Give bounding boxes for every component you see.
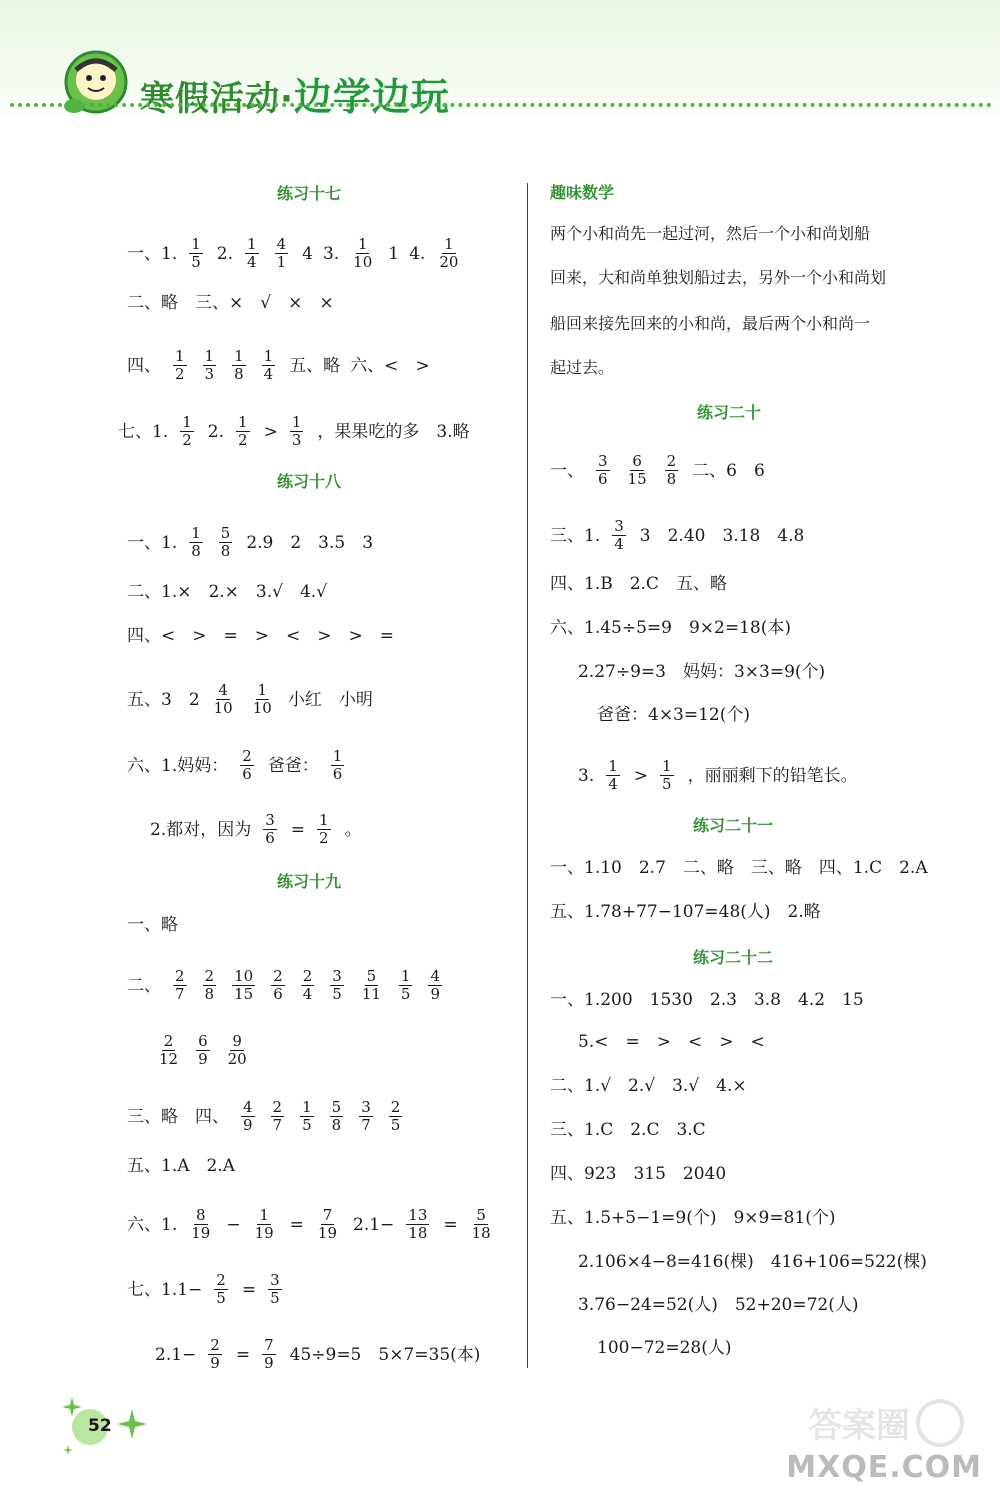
fraction-denominator: 8 bbox=[220, 542, 231, 560]
answer-text: 2.9 2 3.5 3 bbox=[246, 532, 374, 553]
answer-text: = bbox=[241, 1279, 257, 1300]
fraction-numerator: 4 bbox=[430, 967, 441, 985]
answer-text: 七、1.1− bbox=[127, 1279, 203, 1300]
fraction-denominator: 10 bbox=[252, 699, 272, 717]
fraction-numerator: 4 bbox=[218, 681, 228, 699]
answer-line: 六、1.45÷5=9 9×2=18(本) bbox=[550, 618, 791, 638]
answer-line bbox=[127, 236, 474, 271]
fraction-numerator: 1 bbox=[400, 967, 411, 985]
fraction bbox=[317, 812, 331, 847]
answer-line bbox=[127, 525, 383, 560]
fraction-numerator: 3 bbox=[598, 452, 608, 470]
answer-text: 1 bbox=[388, 243, 400, 264]
fraction-numerator: 3 bbox=[332, 967, 342, 985]
answer-text: > bbox=[263, 421, 278, 442]
fraction bbox=[212, 682, 235, 717]
fraction-denominator: 2 bbox=[182, 431, 192, 449]
answer-line: 四、1.B 2.C 五、略 bbox=[550, 574, 727, 594]
answer-line: 一、1.200 1530 2.3 3.8 4.2 15 bbox=[550, 990, 864, 1010]
fraction-numerator: 2 bbox=[216, 1271, 226, 1289]
fraction-denominator: 6 bbox=[273, 985, 283, 1003]
fraction-denominator: 9 bbox=[243, 1116, 253, 1134]
fraction bbox=[173, 968, 187, 1003]
fraction-numerator: 5 bbox=[220, 524, 231, 542]
fraction-denominator: 5 bbox=[270, 1289, 280, 1307]
brand-title bbox=[140, 66, 450, 121]
answer-text: 3. bbox=[322, 243, 340, 264]
fraction-denominator: 20 bbox=[439, 253, 459, 271]
fraction bbox=[240, 748, 254, 783]
answer-line: 回来，大和尚单独划船过去，另外一个小和尚划 bbox=[550, 268, 887, 287]
fraction-numerator: 1 bbox=[444, 235, 454, 253]
fraction-denominator: 6 bbox=[332, 765, 343, 783]
answer-text: − bbox=[226, 1214, 241, 1235]
fraction-numerator: 8 bbox=[196, 1206, 206, 1224]
fraction bbox=[232, 348, 246, 383]
fraction-denominator: 7 bbox=[361, 1116, 371, 1134]
fraction-denominator: 9 bbox=[210, 1354, 220, 1372]
fraction-denominator: 3 bbox=[291, 431, 302, 449]
fraction-denominator: 2 bbox=[319, 829, 329, 847]
fraction-numerator: 3 bbox=[270, 1271, 280, 1289]
answer-text: 4 bbox=[302, 243, 313, 264]
fraction bbox=[596, 453, 610, 488]
fraction bbox=[241, 1099, 255, 1134]
header-dotted-line bbox=[10, 103, 992, 107]
answer-line: 100−72=28(人) bbox=[597, 1338, 732, 1358]
answer-line: 2.27÷9=3 妈妈：3×3=9(个) bbox=[578, 662, 826, 682]
answer-line: 起过去。 bbox=[550, 358, 615, 377]
answer-text: 二、 bbox=[127, 975, 161, 996]
fraction-denominator: 4 bbox=[614, 535, 624, 553]
answer-text: 五、3 2 bbox=[127, 689, 200, 710]
answer-line: 爸爸：4×3=12(个) bbox=[597, 705, 751, 725]
fraction bbox=[330, 1099, 344, 1134]
fraction-denominator: 20 bbox=[227, 1050, 247, 1068]
fraction-denominator: 12 bbox=[159, 1050, 179, 1068]
fraction bbox=[226, 1033, 249, 1068]
answer-text: 一、 bbox=[550, 460, 584, 481]
fraction-numerator: 1 bbox=[191, 524, 201, 542]
fraction bbox=[251, 682, 274, 717]
answer-line: 五、1.A 2.A bbox=[127, 1156, 235, 1176]
answer-text: 七、1. bbox=[118, 421, 169, 442]
fraction-denominator: 5 bbox=[332, 985, 342, 1003]
fraction bbox=[316, 1207, 339, 1242]
fraction-denominator: 6 bbox=[265, 829, 275, 847]
answer-line: 两个小和尚先一起过河，然后一个小和尚划船 bbox=[550, 224, 871, 243]
answer-text: 。 bbox=[344, 819, 362, 840]
fraction-numerator: 1 bbox=[204, 347, 215, 365]
fraction-denominator: 5 bbox=[216, 1289, 226, 1307]
fraction-numerator: 7 bbox=[322, 1206, 333, 1224]
fraction-numerator: 2 bbox=[390, 1098, 401, 1116]
fraction bbox=[359, 1099, 373, 1134]
fraction-numerator: 1 bbox=[191, 235, 201, 253]
fraction-denominator: 6 bbox=[598, 470, 608, 488]
fraction-numerator: 9 bbox=[232, 1032, 242, 1050]
answer-line bbox=[127, 1207, 507, 1242]
fraction-numerator: 1 bbox=[332, 747, 343, 765]
answer-line: 二、1.× 2.× 3.√ 4.√ bbox=[127, 582, 328, 602]
fraction bbox=[232, 968, 255, 1003]
fraction-denominator: 5 bbox=[302, 1116, 312, 1134]
fraction bbox=[189, 1207, 212, 1242]
answer-line bbox=[127, 1099, 416, 1134]
fraction bbox=[470, 1207, 493, 1242]
fraction bbox=[196, 1033, 210, 1068]
fraction-denominator: 2 bbox=[238, 431, 248, 449]
fraction-numerator: 2 bbox=[204, 967, 215, 985]
fraction-numerator: 1 bbox=[662, 757, 672, 775]
fraction-numerator: 2 bbox=[175, 967, 185, 985]
fraction-numerator: 6 bbox=[632, 452, 642, 470]
fraction bbox=[189, 525, 203, 560]
page-header bbox=[0, 0, 1000, 120]
fraction bbox=[406, 1207, 429, 1242]
answer-line bbox=[127, 682, 383, 717]
fraction-denominator: 5 bbox=[191, 253, 201, 271]
page-number: 52 bbox=[88, 1416, 112, 1436]
fraction-denominator: 18 bbox=[471, 1224, 491, 1242]
answer-text: 2.1− bbox=[155, 1344, 197, 1365]
fraction-denominator: 8 bbox=[204, 985, 215, 1003]
fraction bbox=[626, 453, 649, 488]
section-title: 练习二十一 bbox=[693, 816, 774, 835]
answer-line: 2.106×4−8=416(棵) 416+106=522(棵) bbox=[578, 1252, 927, 1272]
answer-text: > bbox=[633, 765, 649, 786]
answer-text: 六、1.妈妈： bbox=[127, 755, 229, 776]
fraction-denominator: 8 bbox=[331, 1116, 342, 1134]
answer-line: 三、1.C 2.C 3.C bbox=[550, 1120, 706, 1140]
answer-text: 五、略 bbox=[289, 355, 341, 376]
fraction-denominator: 2 bbox=[175, 365, 185, 383]
answer-text: 一、1. bbox=[127, 243, 178, 264]
answer-line bbox=[118, 414, 480, 449]
section-title: 练习十八 bbox=[277, 472, 342, 491]
answer-line bbox=[127, 748, 358, 783]
fraction-numerator: 1 bbox=[257, 681, 268, 699]
answer-line bbox=[127, 348, 440, 383]
answer-text: 四、 bbox=[127, 355, 161, 376]
fraction bbox=[157, 1033, 180, 1068]
fraction-numerator: 2 bbox=[210, 1336, 220, 1354]
fraction bbox=[203, 348, 217, 383]
answer-text: 二、6 6 bbox=[692, 460, 765, 481]
fraction-numerator: 1 bbox=[302, 1098, 312, 1116]
fraction bbox=[245, 236, 259, 271]
fraction-denominator: 11 bbox=[361, 985, 381, 1003]
answer-line bbox=[127, 1272, 296, 1307]
answer-text: 3 2.40 3.18 4.8 bbox=[639, 525, 805, 546]
answer-line: 5.< = > < > < bbox=[578, 1032, 765, 1052]
fraction-denominator: 15 bbox=[234, 985, 254, 1003]
answer-line: 3.76−24=52(人) 52+20=72(人) bbox=[578, 1295, 859, 1315]
section-title: 练习十九 bbox=[277, 872, 342, 891]
fraction-denominator: 8 bbox=[234, 365, 244, 383]
brand-part-1: 寒假活动· bbox=[140, 79, 294, 119]
fraction-numerator: 2 bbox=[302, 967, 313, 985]
answer-text: = bbox=[235, 1344, 251, 1365]
answer-text: 一、1. bbox=[127, 532, 178, 553]
section-title: 趣味数学 bbox=[550, 183, 615, 202]
fraction bbox=[331, 748, 345, 783]
fraction-numerator: 2 bbox=[273, 967, 283, 985]
fraction bbox=[180, 414, 194, 449]
fraction-numerator: 5 bbox=[331, 1098, 342, 1116]
watermark-text: MXQE.COM bbox=[786, 1450, 982, 1485]
section-title: 练习十七 bbox=[277, 184, 342, 203]
fraction-numerator: 1 bbox=[319, 811, 329, 829]
fraction-numerator: 2 bbox=[242, 747, 252, 765]
answer-line bbox=[127, 968, 456, 1003]
fraction bbox=[263, 812, 277, 847]
fraction-denominator: 10 bbox=[353, 253, 373, 271]
answer-line: 一、1.10 2.7 二、略 三、略 四、1.C 2.A bbox=[550, 858, 928, 878]
answer-text: 2.1− bbox=[353, 1214, 395, 1235]
fraction bbox=[660, 758, 674, 793]
fraction bbox=[437, 236, 460, 271]
fraction bbox=[236, 414, 250, 449]
fraction-numerator: 1 bbox=[247, 235, 257, 253]
fraction-denominator: 19 bbox=[254, 1224, 274, 1242]
fraction-numerator: 5 bbox=[366, 967, 377, 985]
fraction-numerator: 1 bbox=[182, 413, 192, 431]
answer-line: 五、1.78+77−107=48(人) 2.略 bbox=[550, 902, 821, 922]
answer-line: 一、略 bbox=[127, 915, 178, 935]
answer-line: 五、1.5+5−1=9(个) 9×9=81(个) bbox=[550, 1208, 836, 1228]
fraction-numerator: 1 bbox=[263, 347, 274, 365]
fraction-denominator: 5 bbox=[662, 775, 672, 793]
answer-line bbox=[550, 453, 775, 488]
fraction bbox=[275, 236, 289, 271]
answer-line: 四、923 315 2040 bbox=[550, 1164, 727, 1184]
fraction-denominator: 19 bbox=[317, 1224, 338, 1242]
fraction bbox=[300, 1099, 314, 1134]
fraction-numerator: 10 bbox=[234, 967, 254, 985]
fraction bbox=[253, 1207, 276, 1242]
fraction-denominator: 4 bbox=[247, 253, 257, 271]
fraction-denominator: 6 bbox=[242, 765, 252, 783]
fraction bbox=[268, 1272, 282, 1307]
fraction-numerator: 1 bbox=[259, 1206, 269, 1224]
fraction bbox=[189, 236, 203, 271]
fraction bbox=[360, 968, 383, 1003]
answer-text: 2.都对，因为 bbox=[150, 819, 252, 840]
answer-text: 2. bbox=[216, 243, 234, 264]
fraction bbox=[262, 348, 276, 383]
fraction bbox=[208, 1337, 222, 1372]
fraction-numerator: 6 bbox=[198, 1032, 208, 1050]
fraction-numerator: 13 bbox=[408, 1206, 428, 1224]
fraction-denominator: 9 bbox=[198, 1050, 208, 1068]
fraction bbox=[262, 1337, 276, 1372]
fraction-numerator: 5 bbox=[476, 1206, 486, 1224]
fraction bbox=[203, 968, 217, 1003]
fraction bbox=[606, 758, 620, 793]
fraction-numerator: 1 bbox=[608, 757, 618, 775]
fraction-numerator: 2 bbox=[272, 1098, 283, 1116]
fraction-denominator: 18 bbox=[408, 1224, 428, 1242]
fraction bbox=[389, 1099, 403, 1134]
fraction bbox=[351, 236, 374, 271]
fraction-denominator: 9 bbox=[430, 985, 441, 1003]
fraction-numerator: 1 bbox=[175, 347, 185, 365]
section-title: 练习二十 bbox=[697, 403, 762, 422]
fraction bbox=[271, 968, 285, 1003]
answer-text: 3. bbox=[578, 765, 595, 786]
answer-line bbox=[550, 518, 814, 553]
answer-text: ，丽丽剩下的铅笔长。 bbox=[687, 765, 858, 786]
answer-line: 船回来接先回来的小和尚，最后两个小和尚一 bbox=[550, 314, 871, 333]
fraction-denominator: 7 bbox=[272, 1116, 283, 1134]
answer-text: 六、< > bbox=[350, 355, 430, 376]
fraction-denominator: 3 bbox=[204, 365, 215, 383]
fraction-numerator: 3 bbox=[361, 1098, 371, 1116]
fraction-numerator: 1 bbox=[238, 413, 248, 431]
fraction bbox=[219, 525, 233, 560]
answer-text: 小红 小明 bbox=[287, 689, 373, 710]
fraction-numerator: 3 bbox=[614, 517, 624, 535]
fraction-numerator: 1 bbox=[234, 347, 244, 365]
fraction-denominator: 7 bbox=[175, 985, 185, 1003]
answer-text: ，果果吃的多 3.略 bbox=[317, 421, 470, 442]
answer-text: 三、略 四、 bbox=[127, 1106, 229, 1127]
answer-text: 爸爸： bbox=[267, 755, 319, 776]
fraction-denominator: 4 bbox=[302, 985, 313, 1003]
answer-text: = bbox=[443, 1214, 458, 1235]
fraction-numerator: 1 bbox=[357, 235, 368, 253]
fraction bbox=[399, 968, 413, 1003]
answer-text: = bbox=[289, 1214, 304, 1235]
answer-line bbox=[155, 1337, 490, 1372]
watermark-logo-text: 答案圈 bbox=[808, 1406, 910, 1446]
answer-line: 二、1.√ 2.√ 3.√ 4.× bbox=[550, 1076, 747, 1096]
fraction-denominator: 9 bbox=[264, 1354, 274, 1372]
fraction-numerator: 1 bbox=[291, 413, 302, 431]
fraction-denominator: 8 bbox=[666, 470, 677, 488]
fraction bbox=[330, 968, 344, 1003]
answer-text: 4. bbox=[409, 243, 426, 264]
brand-part-2: 边学边玩 bbox=[293, 75, 450, 119]
column-divider bbox=[527, 183, 528, 1368]
fraction-numerator: 4 bbox=[276, 235, 287, 253]
fraction-denominator: 4 bbox=[608, 775, 618, 793]
fraction bbox=[271, 1099, 285, 1134]
fraction-denominator: 15 bbox=[627, 470, 647, 488]
answer-line bbox=[578, 758, 868, 793]
fraction bbox=[214, 1272, 228, 1307]
answer-line: 四、< > = > < > > = bbox=[127, 626, 394, 646]
cartoon-logo-icon bbox=[62, 48, 134, 120]
fraction bbox=[173, 348, 187, 383]
fraction-denominator: 1 bbox=[276, 253, 287, 271]
fraction-denominator: 4 bbox=[263, 365, 274, 383]
fraction bbox=[612, 518, 626, 553]
fraction-denominator: 5 bbox=[390, 1116, 401, 1134]
fraction-numerator: 2 bbox=[163, 1032, 174, 1050]
answer-line bbox=[150, 812, 372, 847]
fraction-denominator: 8 bbox=[191, 542, 201, 560]
fraction bbox=[428, 968, 442, 1003]
answer-text: 45÷9=5 5×7=35(本) bbox=[289, 1344, 481, 1365]
answer-text: 三、1. bbox=[550, 525, 601, 546]
fraction-denominator: 19 bbox=[191, 1224, 211, 1242]
section-title: 练习二十二 bbox=[693, 948, 774, 967]
fraction-denominator: 10 bbox=[213, 699, 233, 717]
fraction-denominator: 5 bbox=[400, 985, 411, 1003]
answer-text: = bbox=[290, 819, 306, 840]
answer-text: 2. bbox=[207, 421, 225, 442]
fraction bbox=[665, 453, 679, 488]
answer-line: 二、略 三、× √ × × bbox=[127, 293, 334, 313]
answer-text: 六、1. bbox=[127, 1214, 178, 1235]
fraction-numerator: 7 bbox=[264, 1336, 274, 1354]
answer-line bbox=[155, 1033, 263, 1068]
fraction bbox=[290, 414, 304, 449]
fraction-numerator: 3 bbox=[265, 811, 275, 829]
fraction bbox=[301, 968, 315, 1003]
fraction-numerator: 4 bbox=[243, 1098, 253, 1116]
fraction-numerator: 2 bbox=[666, 452, 677, 470]
